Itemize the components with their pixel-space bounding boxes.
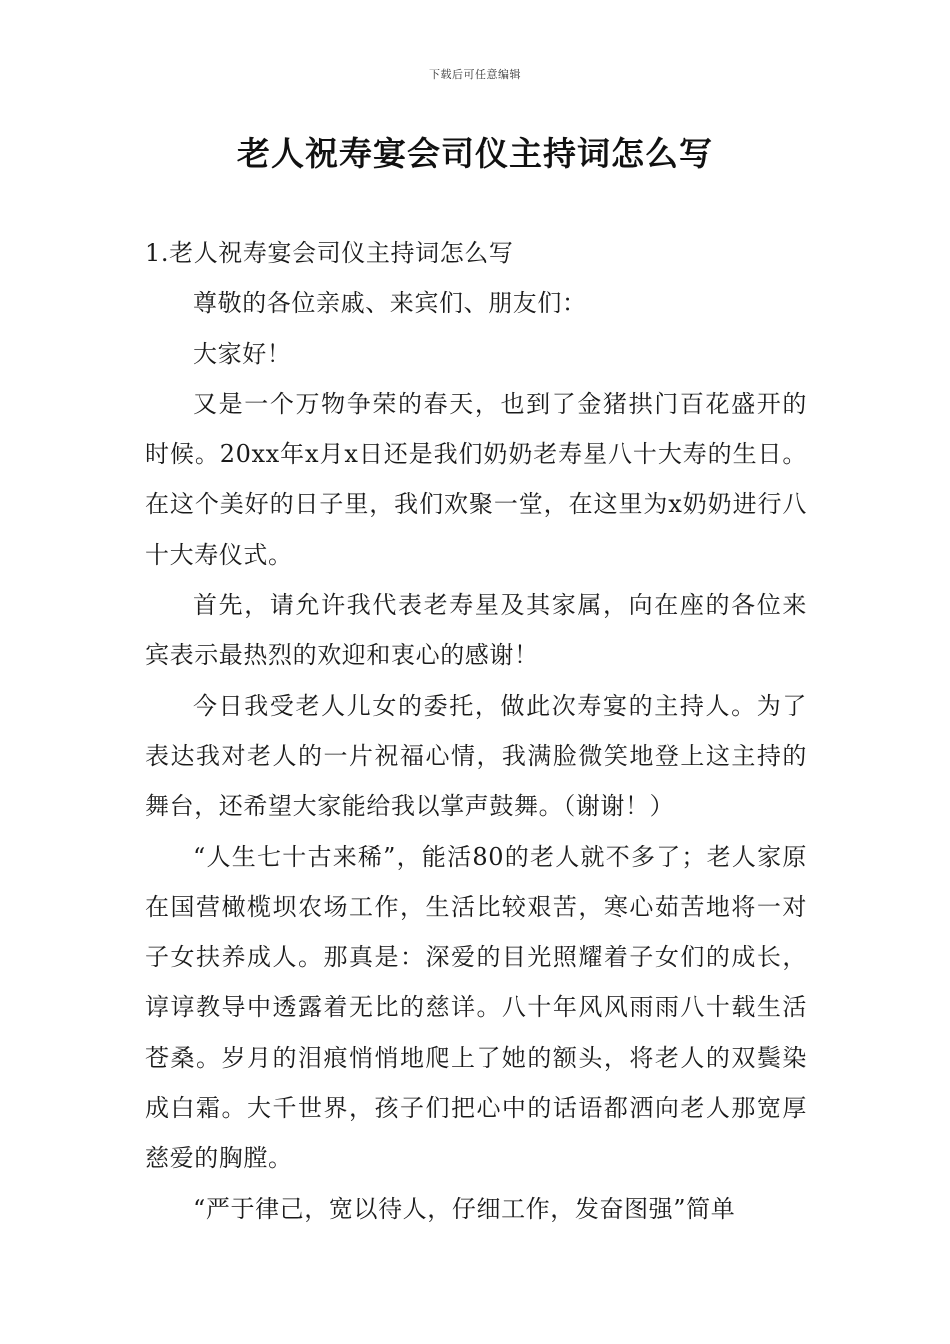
paragraph-salutation: 尊敬的各位亲戚、来宾们、朋友们： <box>193 289 587 318</box>
paragraph-life-story: “人生七十古来稀”，能活80的老人就不多了；老人家原在国营橄榄坝农场工作，生活比较艰苦，寒心茹苦地将一对子女扶养成人。那真是：深爱的目光照耀着子女们的成长，谆谆教导中透露着无比的慈详。八十年风风雨雨八十载生活苍桑。岁月的泪痕悄悄地爬上了她的额头，将老人的双鬓染成白霜。大千世界，孩子们把心中的话语都洒向老人那宽厚慈爱的胸膛。 <box>145 842 807 1173</box>
paragraph-motto: “严于律己，宽以待人，仔细工作，发奋图强”简单 <box>193 1194 736 1223</box>
section-heading: 1.老人祝寿宴会司仪主持词怎么写 <box>145 239 514 267</box>
paragraph-opening: 又是一个万物争荣的春天，也到了金猪拱门百花盛开的时候。20xx年x月x日还是我们奶奶老寿星八十大寿的生日。在这个美好的日子里，我们欢聚一堂，在这里为x奶奶进行八十大寿仪式。 <box>145 389 807 569</box>
paragraph-greeting: 大家好！ <box>193 339 292 368</box>
header-note: 下载后可任意编辑 <box>429 68 521 81</box>
document-title: 老人祝寿宴会司仪主持词怎么写 <box>237 134 713 173</box>
paragraph-welcome: 首先，请允许我代表老寿星及其家属，向在座的各位来宾表示最热烈的欢迎和衷心的感谢！ <box>145 591 807 670</box>
document-body <box>145 228 807 1234</box>
paragraph-host-intro: 今日我受老人儿女的委托，做此次寿宴的主持人。为了表达我对老人的一片祝福心情，我满脸微笑地登上这主持的舞台，还希望大家能给我以掌声鼓舞。（谢谢！） <box>145 691 807 821</box>
